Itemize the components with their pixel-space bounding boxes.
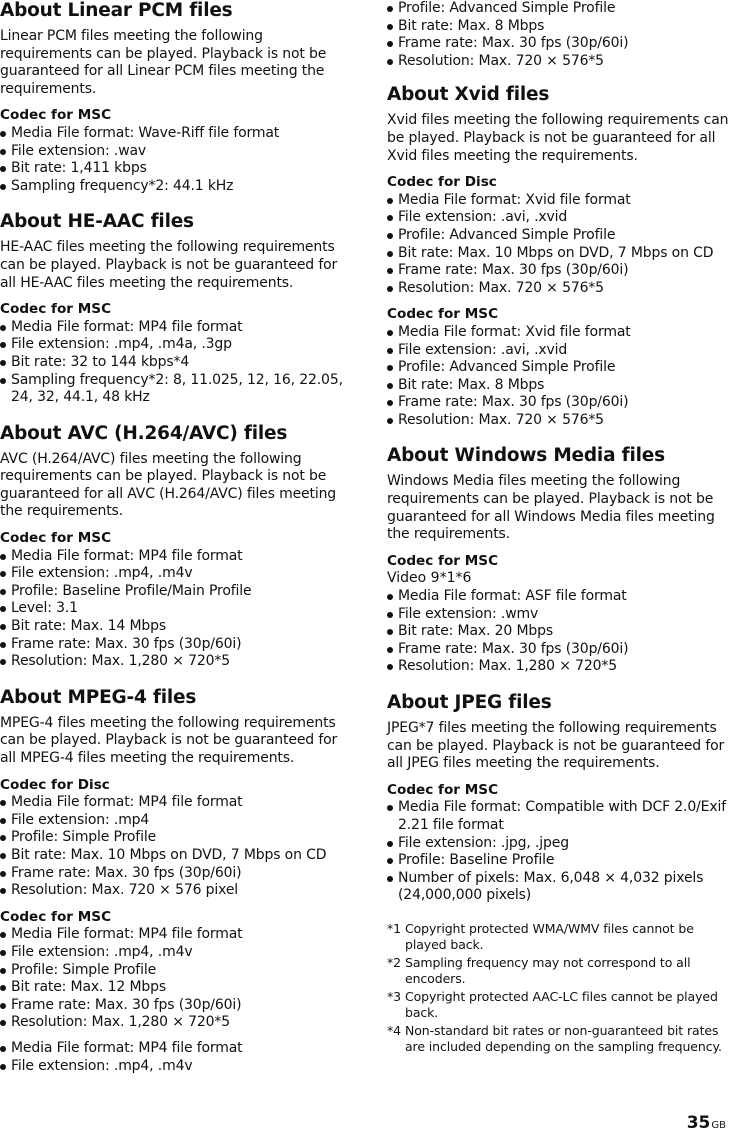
spec-item: Bit rate: Max. 10 Mbps on DVD, 7 Mbps on CD — [387, 245, 732, 263]
spec-list — [0, 548, 350, 671]
codec-block — [0, 777, 350, 900]
spec-list — [0, 125, 350, 195]
page-number-suffix: GB — [711, 1120, 726, 1131]
codec-title: Codec for MSC — [0, 908, 112, 925]
spec-item: Media File format: MP4 file format — [0, 1040, 350, 1058]
spec-item: File extension: .avi, .xvid — [387, 209, 732, 227]
section — [0, 0, 350, 195]
spec-item: File extension: .mp4, .m4a, .3gp — [0, 336, 350, 354]
spec-item: Frame rate: Max. 30 fps (30p/60i) — [387, 262, 732, 280]
spec-item: Media File format: Xvid file format — [387, 324, 732, 342]
spec-list — [387, 192, 732, 298]
section-intro: Linear PCM files meeting the following requirements can be played. Playback is not be guaranteed for all Linear PCM files meeting the requirements. — [0, 28, 327, 97]
section-intro: MPEG-4 files meeting the following requirements can be played. Playback is not be guaranteed for all MPEG-4 files meeting the requirements. — [0, 714, 338, 766]
spec-item: File extension: .jpg, .jpeg — [387, 835, 732, 853]
spec-item: Frame rate: Max. 30 fps (30p/60i) — [387, 641, 732, 659]
section — [387, 84, 732, 429]
spec-item: Sampling frequency*2: 8, 11.025, 12, 16, 22.05, 24, 32, 44.1, 48 kHz — [0, 372, 350, 407]
spec-item: Bit rate: Max. 14 Mbps — [0, 618, 350, 636]
spec-item: Profile: Advanced Simple Profile — [387, 227, 732, 245]
spec-item: Profile: Simple Profile — [0, 829, 350, 847]
codec-block — [0, 909, 350, 1075]
footnote-text: Copyright protected WMA/WMV files cannot be played back. — [405, 920, 694, 953]
spec-item: Bit rate: 32 to 144 kbps*4 — [0, 354, 350, 372]
section-heading: About HE-AAC files — [0, 211, 194, 233]
spec-item: File extension: .mp4, .m4v — [0, 1058, 350, 1076]
section — [0, 423, 350, 671]
spec-item: Media File format: Xvid file format — [387, 192, 732, 210]
section-intro: HE-AAC files meeting the following requirements can be played. Playback is not be guaranteed for all HE-AAC files meeting the requirements. — [0, 239, 338, 291]
spec-item: Bit rate: Max. 12 Mbps — [0, 979, 350, 997]
section-heading: About Xvid files — [387, 84, 550, 106]
footnote-mark: *2 — [387, 954, 402, 970]
footnote-mark: *4 — [387, 1022, 402, 1038]
codec-title: Codec for MSC — [387, 781, 499, 798]
footnote-mark: *1 — [387, 920, 402, 936]
page-number — [687, 1113, 726, 1133]
spec-list — [387, 324, 732, 430]
spec-item: File extension: .wav — [0, 143, 350, 161]
section-heading: About MPEG-4 files — [0, 686, 197, 708]
spec-item: Resolution: Max. 1,280 × 720*5 — [0, 1014, 350, 1032]
section-heading: About Linear PCM files — [0, 0, 233, 21]
codec-block — [0, 530, 350, 671]
spec-item: Frame rate: Max. 30 fps (30p/60i) — [0, 636, 350, 654]
spec-item: Bit rate: 1,411 kbps — [0, 160, 350, 178]
footnote-text: Non-standard bit rates or non-guaranteed bit rates are included depending on the sampling frequency. — [405, 1022, 722, 1055]
left-column — [0, 0, 350, 1091]
spec-list — [387, 588, 732, 676]
codec-block — [0, 301, 350, 407]
spec-item: File extension: .mp4, .m4v — [0, 944, 350, 962]
spec-item: Profile: Advanced Simple Profile — [387, 359, 732, 377]
spec-item: Sampling frequency*2: 44.1 kHz — [0, 178, 350, 196]
codec-title: Codec for MSC — [0, 301, 112, 318]
spec-item: Profile: Baseline Profile/Main Profile — [0, 583, 350, 601]
spec-item: Media File format: MP4 file format — [0, 794, 350, 812]
continued-spec-list — [387, 0, 732, 70]
footnote — [387, 955, 732, 988]
spec-item: Frame rate: Max. 30 fps (30p/60i) — [387, 35, 732, 53]
spec-item: Profile: Advanced Simple Profile — [387, 0, 732, 18]
spec-list — [0, 926, 350, 1032]
spec-item: Frame rate: Max. 30 fps (30p/60i) — [387, 394, 732, 412]
footnote — [387, 1023, 732, 1056]
spec-item: Media File format: MP4 file format — [0, 926, 350, 944]
spec-item: Bit rate: Max. 10 Mbps on DVD, 7 Mbps on CD — [0, 847, 350, 865]
spec-item: Bit rate: Max. 8 Mbps — [387, 377, 732, 395]
right-sections — [387, 84, 732, 905]
footnotes — [387, 921, 732, 1056]
spec-item: Media File format: Compatible with DCF 2.0/Exif 2.21 file format — [387, 799, 732, 834]
spec-item: Bit rate: Max. 20 Mbps — [387, 623, 732, 641]
spec-item: Resolution: Max. 1,280 × 720*5 — [0, 653, 350, 671]
footnote — [387, 989, 732, 1022]
footnote — [387, 921, 732, 954]
spec-item: File extension: .avi, .xvid — [387, 342, 732, 360]
section — [0, 211, 350, 406]
right-column — [387, 0, 732, 1057]
section — [387, 445, 732, 676]
spec-item: Media File format: MP4 file format — [0, 548, 350, 566]
spec-item: Number of pixels: Max. 6,048 × 4,032 pixels (24,000,000 pixels) — [387, 870, 732, 905]
page-number-value: 35 — [686, 1113, 711, 1133]
spec-item: Media File format: Wave-Riff file format — [0, 125, 350, 143]
codec-block — [387, 553, 732, 676]
spec-list — [387, 799, 732, 905]
codec-block — [0, 107, 350, 195]
spec-list — [0, 794, 350, 900]
spec-item: Media File format: ASF file format — [387, 588, 732, 606]
spec-item: Level: 3.1 — [0, 600, 350, 618]
codec-title: Codec for Disc — [387, 174, 497, 191]
codec-title: Codec for MSC — [387, 306, 499, 323]
codec-title: Codec for MSC — [0, 107, 112, 124]
footnote-text: Copyright protected AAC-LC files cannot be played back. — [405, 988, 718, 1021]
spec-item: Resolution: Max. 720 × 576*5 — [387, 53, 732, 71]
section-intro: JPEG*7 files meeting the following requirements can be played. Playback is not be guaranteed for all JPEG files meeting the requirements. — [387, 720, 725, 772]
spec-item: Resolution: Max. 1,280 × 720*5 — [387, 658, 732, 676]
section-intro: Xvid files meeting the following requirements can be played. Playback is not be guaranteed for all Xvid files meeting the requirements. — [387, 112, 729, 164]
spec-item: Frame rate: Max. 30 fps (30p/60i) — [0, 997, 350, 1015]
spec-item: Resolution: Max. 720 × 576 pixel — [0, 882, 350, 900]
spec-item: File extension: .wmv — [387, 606, 732, 624]
footnote-text: Sampling frequency may not correspond to all encoders. — [405, 954, 691, 987]
section-heading: About Windows Media files — [387, 445, 665, 467]
codec-block — [387, 306, 732, 429]
spec-item: Frame rate: Max. 30 fps (30p/60i) — [0, 865, 350, 883]
spec-item: Resolution: Max. 720 × 576*5 — [387, 412, 732, 430]
codec-block — [387, 174, 732, 297]
section — [0, 687, 350, 1075]
codec-version: Video 9*1*6 — [387, 570, 472, 587]
spec-list — [0, 319, 350, 407]
spec-item: Profile: Simple Profile — [0, 962, 350, 980]
spec-item: File extension: .mp4 — [0, 812, 350, 830]
spec-item: Bit rate: Max. 8 Mbps — [387, 18, 732, 36]
spec-item: Profile: Baseline Profile — [387, 852, 732, 870]
spec-item: File extension: .mp4, .m4v — [0, 565, 350, 583]
section — [387, 692, 732, 905]
spec-item: Media File format: MP4 file format — [0, 319, 350, 337]
footnote-mark: *3 — [387, 988, 402, 1004]
section-heading: About JPEG files — [387, 692, 552, 713]
codec-title: Codec for MSC — [0, 530, 112, 547]
section-intro: Windows Media files meeting the following requirements can be played. Playback is not be guaranteed for all Windows Media files meeting the requirements. — [387, 473, 715, 543]
section-intro: AVC (H.264/AVC) files meeting the following requirements can be played. Playback is not be guaranteed for all AVC (H.264/AVC) files meeting the requirements. — [0, 450, 337, 520]
spacer — [0, 1032, 350, 1040]
codec-title: Codec for Disc — [0, 776, 110, 793]
spec-item: Resolution: Max. 720 × 576*5 — [387, 280, 732, 298]
codec-block — [387, 782, 732, 905]
spec-list-continued — [0, 1040, 350, 1075]
codec-title: Codec for MSC — [387, 552, 499, 569]
section-heading: About AVC (H.264/AVC) files — [0, 422, 288, 444]
